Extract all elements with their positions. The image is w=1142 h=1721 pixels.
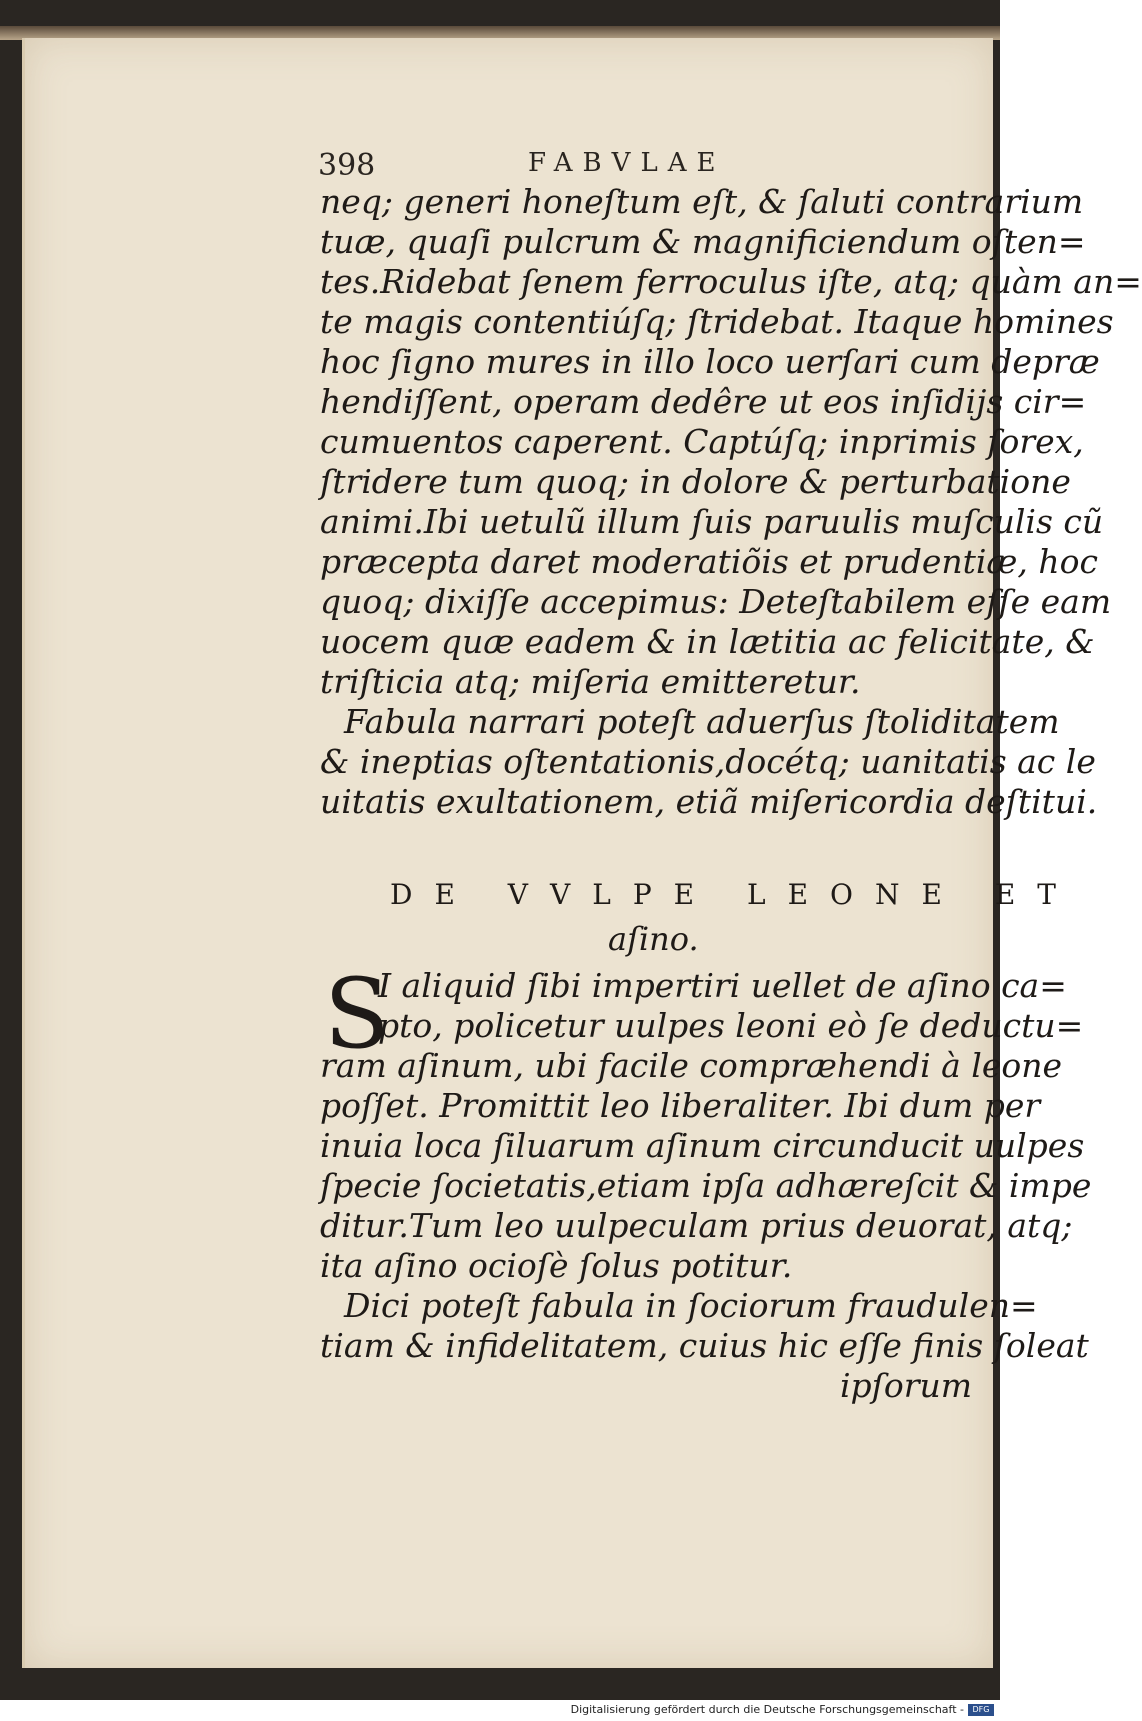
text-line: uocem quæ eadem & in lætitia ac felicitate, & [320, 622, 1095, 661]
footer-credit: Digitalisierung gefördert durch die Deutsche Forschungsgemeinschaft - [570, 1703, 964, 1716]
text-line: præcepta daret moderatiõis et prudentiæ, hoc [320, 542, 1099, 581]
text-line: Fabula narrari poteſt aduerſus ſtoliditatem [344, 702, 1060, 741]
running-head: FABVLAE [528, 148, 726, 178]
text-line: I aliquid ſibi impertiri uellet de aſino ca= [378, 966, 1067, 1005]
text-line: tuæ, quaſi pulcrum & magnificiendum oſten= [320, 222, 1086, 261]
text-line: hendiſſent, operam dedêre ut eos inſidijs cir= [320, 382, 1087, 421]
text-line: hoc ſigno mures in illo loco uerſari cum depræ [320, 342, 1100, 381]
text-line: inuia loca ſiluarum aſinum circunducit uulpes [320, 1126, 1085, 1165]
text-line: ram aſinum, ubi facile compræhendi à leone [320, 1046, 1063, 1085]
text-line: quoq; dixiſſe accepimus: Deteſtabilem eſſe eam [320, 582, 1112, 621]
text-line: tes.Ridebat ſenem ferroculus iſte, atq; quàm an= [320, 262, 1142, 301]
text-line: ſtridere tum quoq; in dolore & perturbatione [320, 462, 1071, 501]
text-line: pto, policetur uulpes leoni eò ſe deductu= [378, 1006, 1084, 1045]
text-line: neq; generi honeſtum eſt, & ſaluti contrarium [320, 182, 1084, 221]
text-line: ditur.Tum leo uulpeculam prius deuorat, atq; [320, 1206, 1073, 1245]
catchword: ipſorum [840, 1366, 973, 1405]
text-line: ſpecie ſocietatis,etiam ipſa adhæreſcit & impe [320, 1166, 1092, 1205]
text-line: Dici poteſt fabula in ſociorum fraudulen= [344, 1286, 1038, 1325]
text-line: uitatis exultationem, etiã miſericordia deſtitui. [320, 782, 1098, 821]
dfg-logo: DFG [968, 1704, 994, 1716]
text-line: tiam & infidelitatem, cuius hic eſſe finis ſoleat [320, 1326, 1089, 1365]
drop-cap: S [324, 958, 390, 1070]
text-line: animi.Ibi uetulũ illum ſuis paruulis muſculis cũ [320, 502, 1104, 541]
digitization-footer [0, 1700, 1000, 1721]
fable-subheading: aſino. [608, 920, 699, 958]
text-line: poſſet. Promittit leo liberaliter. Ibi dum per [320, 1086, 1041, 1125]
text-line: ita aſino ocioſè ſolus potitur. [320, 1246, 793, 1285]
fable-heading: DE VVLPE LEONE ET [390, 878, 1078, 911]
text-line: triſticia atq; miſeria emitteretur. [320, 662, 861, 701]
text-line: & ineptias oſtentationis,docétq; uanitatis ac le [320, 742, 1096, 781]
page-number: 398 [318, 148, 376, 183]
text-line: te magis contentiúſq; ſtridebat. Itaque homines [320, 302, 1114, 341]
text-line: cumuentos caperent. Captúſq; inprimis ſorex, [320, 422, 1084, 461]
